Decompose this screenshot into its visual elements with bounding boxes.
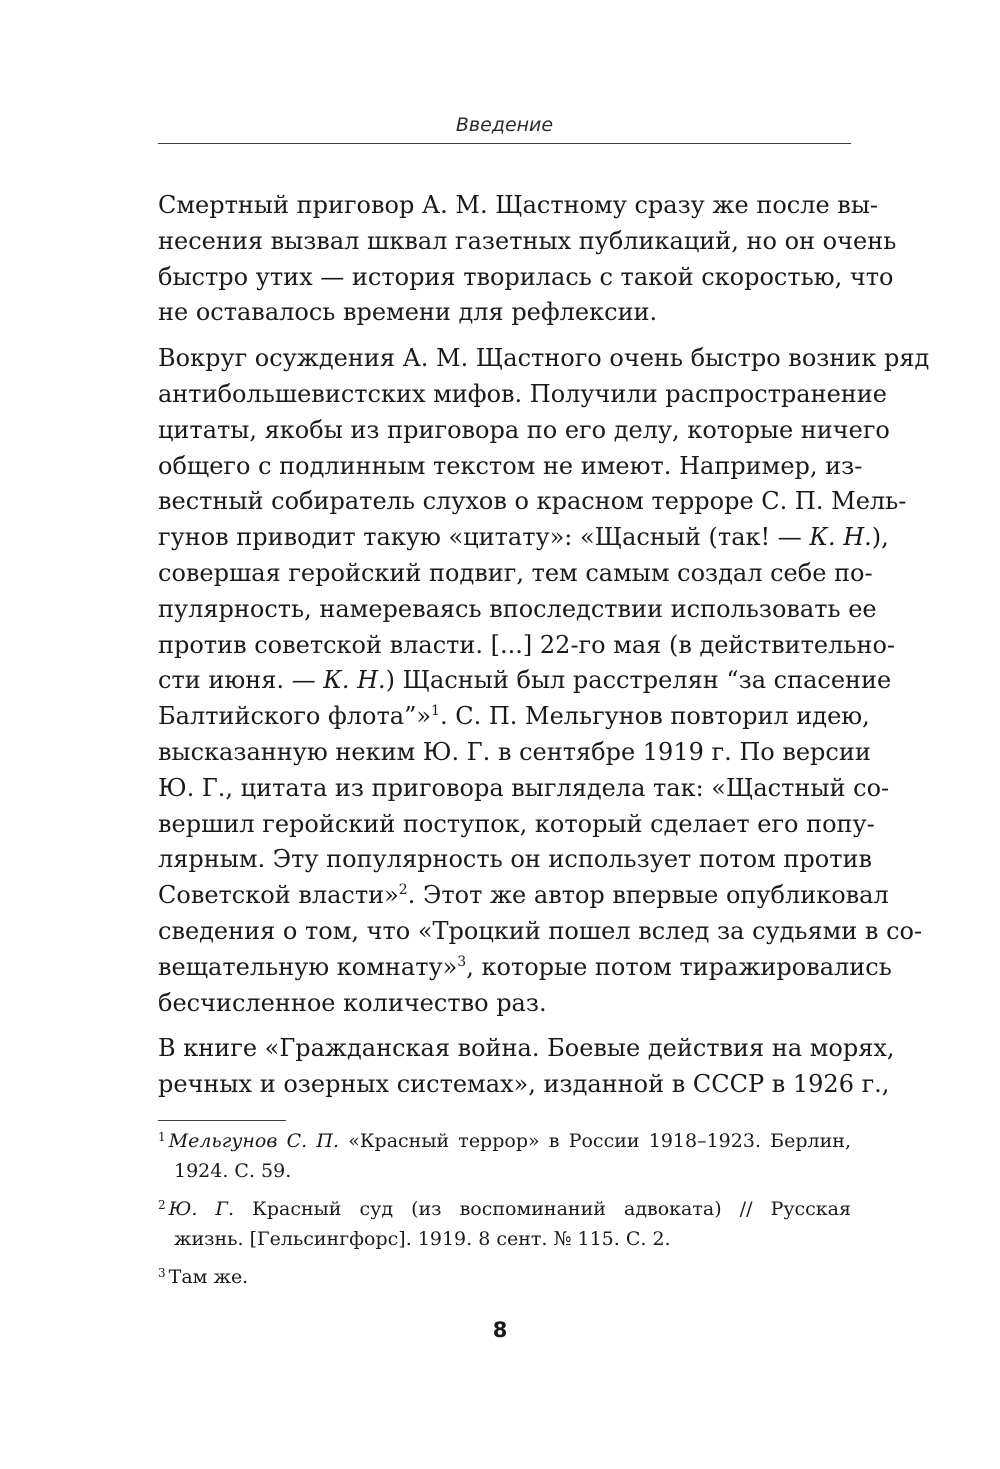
text-line: сведения о том, что «Троцкий пошел вслед за судьями в со-: [158, 916, 923, 945]
text-run: Балтийского флота”»: [158, 702, 432, 731]
footnotes: [158, 1126, 851, 1300]
footnote-2: [158, 1194, 851, 1254]
text-line: [158, 663, 892, 699]
text-line: не оставалось времени для рефлексии.: [158, 298, 658, 327]
main-text: [158, 188, 930, 1113]
text-run: гунов приводит такую «цитату»: «Щасный (так! —: [158, 523, 810, 552]
author-initials: К. Н.: [809, 523, 872, 552]
text-line: речных и озерных системах», изданной в СССР в 1926 г.,: [158, 1070, 890, 1099]
author-initials: К. Н.: [323, 666, 386, 695]
footnote-ref[interactable]: 3: [457, 953, 467, 970]
footnote-1: [158, 1126, 851, 1186]
text-line: против советской власти. [...] 22-го мая (в действительно-: [158, 630, 896, 659]
header-rule: [158, 143, 851, 144]
text-line: несения вызвал шквал газетных публикаций, но он очень: [158, 226, 897, 255]
text-line: Вокруг осуждения А. М. Щастного очень быстро возник ряд: [158, 344, 930, 373]
footnote-line: [158, 1126, 851, 1156]
text-line: В книге «Гражданская война. Боевые действия на морях,: [158, 1034, 895, 1063]
text-line: [158, 950, 892, 986]
text-line: цитаты, якобы из приговора по его делу, которые ничего: [158, 415, 890, 444]
text-line: Смертный приговор А. М. Щастному сразу же после вы-: [158, 191, 879, 219]
footnote-line: [158, 1194, 851, 1224]
footnote-author: Ю. Г.: [168, 1198, 235, 1220]
footnote-line: 1924. С. 59.: [174, 1160, 292, 1182]
footnote-author: Мельгунов С. П.: [168, 1130, 339, 1152]
footnote-number: 3: [158, 1266, 166, 1280]
text-line: [158, 520, 889, 556]
text-run: ) Щасный был расстрелян “за спасение: [385, 666, 892, 695]
text-line: Ю. Г., цитата из приговора выглядела так: «Щастный со-: [158, 773, 890, 802]
footnote-rule: [158, 1120, 286, 1121]
text-line: бесчисленное количество раз.: [158, 988, 547, 1017]
paragraph-2: [158, 341, 930, 1021]
text-run: сти июня. —: [158, 666, 324, 695]
footnote-ref[interactable]: 2: [398, 882, 408, 899]
text-run: вещательную комнату»: [158, 952, 458, 981]
footnote-number: 1: [158, 1130, 166, 1144]
text-run: . Этот же автор впервые опубликовал: [407, 881, 889, 910]
text-line: общего с подлинным текстом не имеют. Например, из-: [158, 451, 863, 480]
text-run: ),: [871, 523, 889, 552]
footnote-text: Там же.: [168, 1266, 249, 1288]
footnote-number: 2: [158, 1198, 166, 1212]
text-run: , которые потом тиражировались: [466, 952, 892, 981]
text-line: [158, 878, 889, 914]
text-run: Советской власти»: [158, 881, 399, 910]
text-line: [158, 699, 870, 735]
text-line: пулярность, намереваясь впоследствии использовать ее: [158, 594, 877, 623]
page-number: 8: [492, 1318, 508, 1342]
text-line: совершая геройский подвиг, тем самым создал себе по-: [158, 558, 873, 587]
text-line: лярным. Эту популярность он использует потом против: [158, 845, 872, 874]
footnote-3: [158, 1262, 851, 1292]
running-head: Введение: [455, 114, 554, 136]
text-run: . С. П. Мельгунов повторил идею,: [439, 702, 870, 731]
text-line: высказанную неким Ю. Г. в сентябре 1919 г. По версии: [158, 737, 871, 766]
text-line: вершил геройский поступок, который сделает его попу-: [158, 809, 875, 838]
text-line: быстро утих — история творилась с такой скоростью, что: [158, 262, 894, 291]
paragraph-1: [158, 188, 897, 331]
footnote-ref[interactable]: 1: [431, 703, 440, 720]
footnote-text: Красный суд (из воспоминаний адвоката) // Русская: [234, 1198, 851, 1220]
footnote-line: жизнь. [Гельсингфорс]. 1919. 8 сент. № 115. С. 2.: [174, 1228, 671, 1250]
paragraph-3: [158, 1031, 895, 1103]
footnote-line: [158, 1262, 851, 1292]
footnote-text: «Красный террор» в России 1918–1923. Берлин,: [339, 1130, 851, 1152]
text-line: вестный собиратель слухов о красном терроре С. П. Мель-: [158, 487, 907, 516]
text-line: антибольшевистских мифов. Получили распространение: [158, 379, 887, 408]
